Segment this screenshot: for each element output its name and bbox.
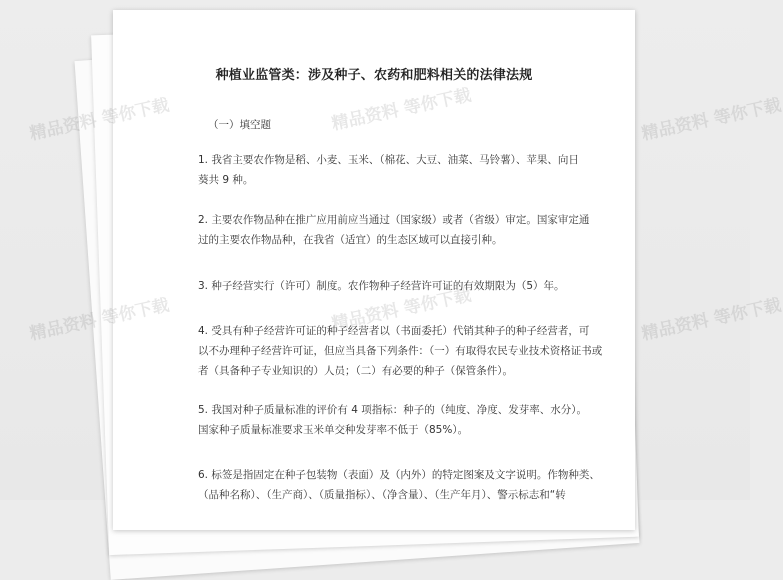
- paragraph-line: 者（具备种子专业知识的）人员；（二）有必要的种子（保管条件）。: [198, 365, 513, 377]
- paragraph-line: 葵共 9 种。: [198, 174, 254, 186]
- paragraph-6: [198, 465, 668, 505]
- paragraph-line: 1. 我省主要农作物是稻、小麦、玉米、（棉花、大豆、油菜、马铃薯）、苹果、向日: [198, 154, 579, 166]
- paragraph-4: [198, 321, 668, 381]
- paragraph-line: 以不办理种子经营许可证，但应当具备下列条件：（一）有取得农民专业技术资格证书或: [198, 345, 603, 357]
- watermark: 精品资料: [27, 110, 99, 145]
- paragraph-3: [198, 276, 668, 296]
- watermark: 精品资料 等你下载: [639, 295, 783, 345]
- paragraph-line: 3. 种子经营实行（许可）制度。农作物种子经营许可证的有效期限为（5）年。: [198, 280, 565, 292]
- paragraph-line: 4. 受具有种子经营许可证的种子经营者以（书面委托）代销其种子的种子经营者，可: [198, 325, 590, 337]
- document-page: [113, 10, 635, 530]
- paragraph-line: 国家种子质量标准要求玉米单交种发芽率不低于（85%）。: [198, 424, 469, 436]
- document-title: 种植业监管类：涉及种子、农药和肥料相关的法律法规: [215, 68, 533, 83]
- document-body: [113, 10, 635, 530]
- paragraph-line: 5. 我国对种子质量标准的评价有 4 项指标：种子的（纯度、净度、发芽率、水分）。: [198, 404, 587, 416]
- watermark: 精品资料: [27, 310, 99, 345]
- paragraph-5: [198, 400, 668, 440]
- section-heading: （一）填空题: [208, 119, 271, 131]
- paragraph-2: [198, 210, 668, 250]
- watermark: 精品资料 等你下载: [639, 95, 783, 145]
- paragraph-1: [198, 150, 668, 190]
- paragraph-line: 2. 主要农作物品种在推广应用前应当通过（国家级）或者（省级）审定。国家审定通: [198, 214, 590, 226]
- paragraph-line: （品种名称）、（生产商）、（质量指标）、（净含量）、（生产年月）、警示标志和“转: [198, 489, 566, 501]
- paragraph-line: 6. 标签是指固定在种子包装物（表面）及（内外）的特定图案及文字说明。作物种类、: [198, 469, 600, 481]
- paragraph-line: 过的主要农作物品种，在我省（适宜）的生态区域可以直接引种。: [198, 234, 503, 246]
